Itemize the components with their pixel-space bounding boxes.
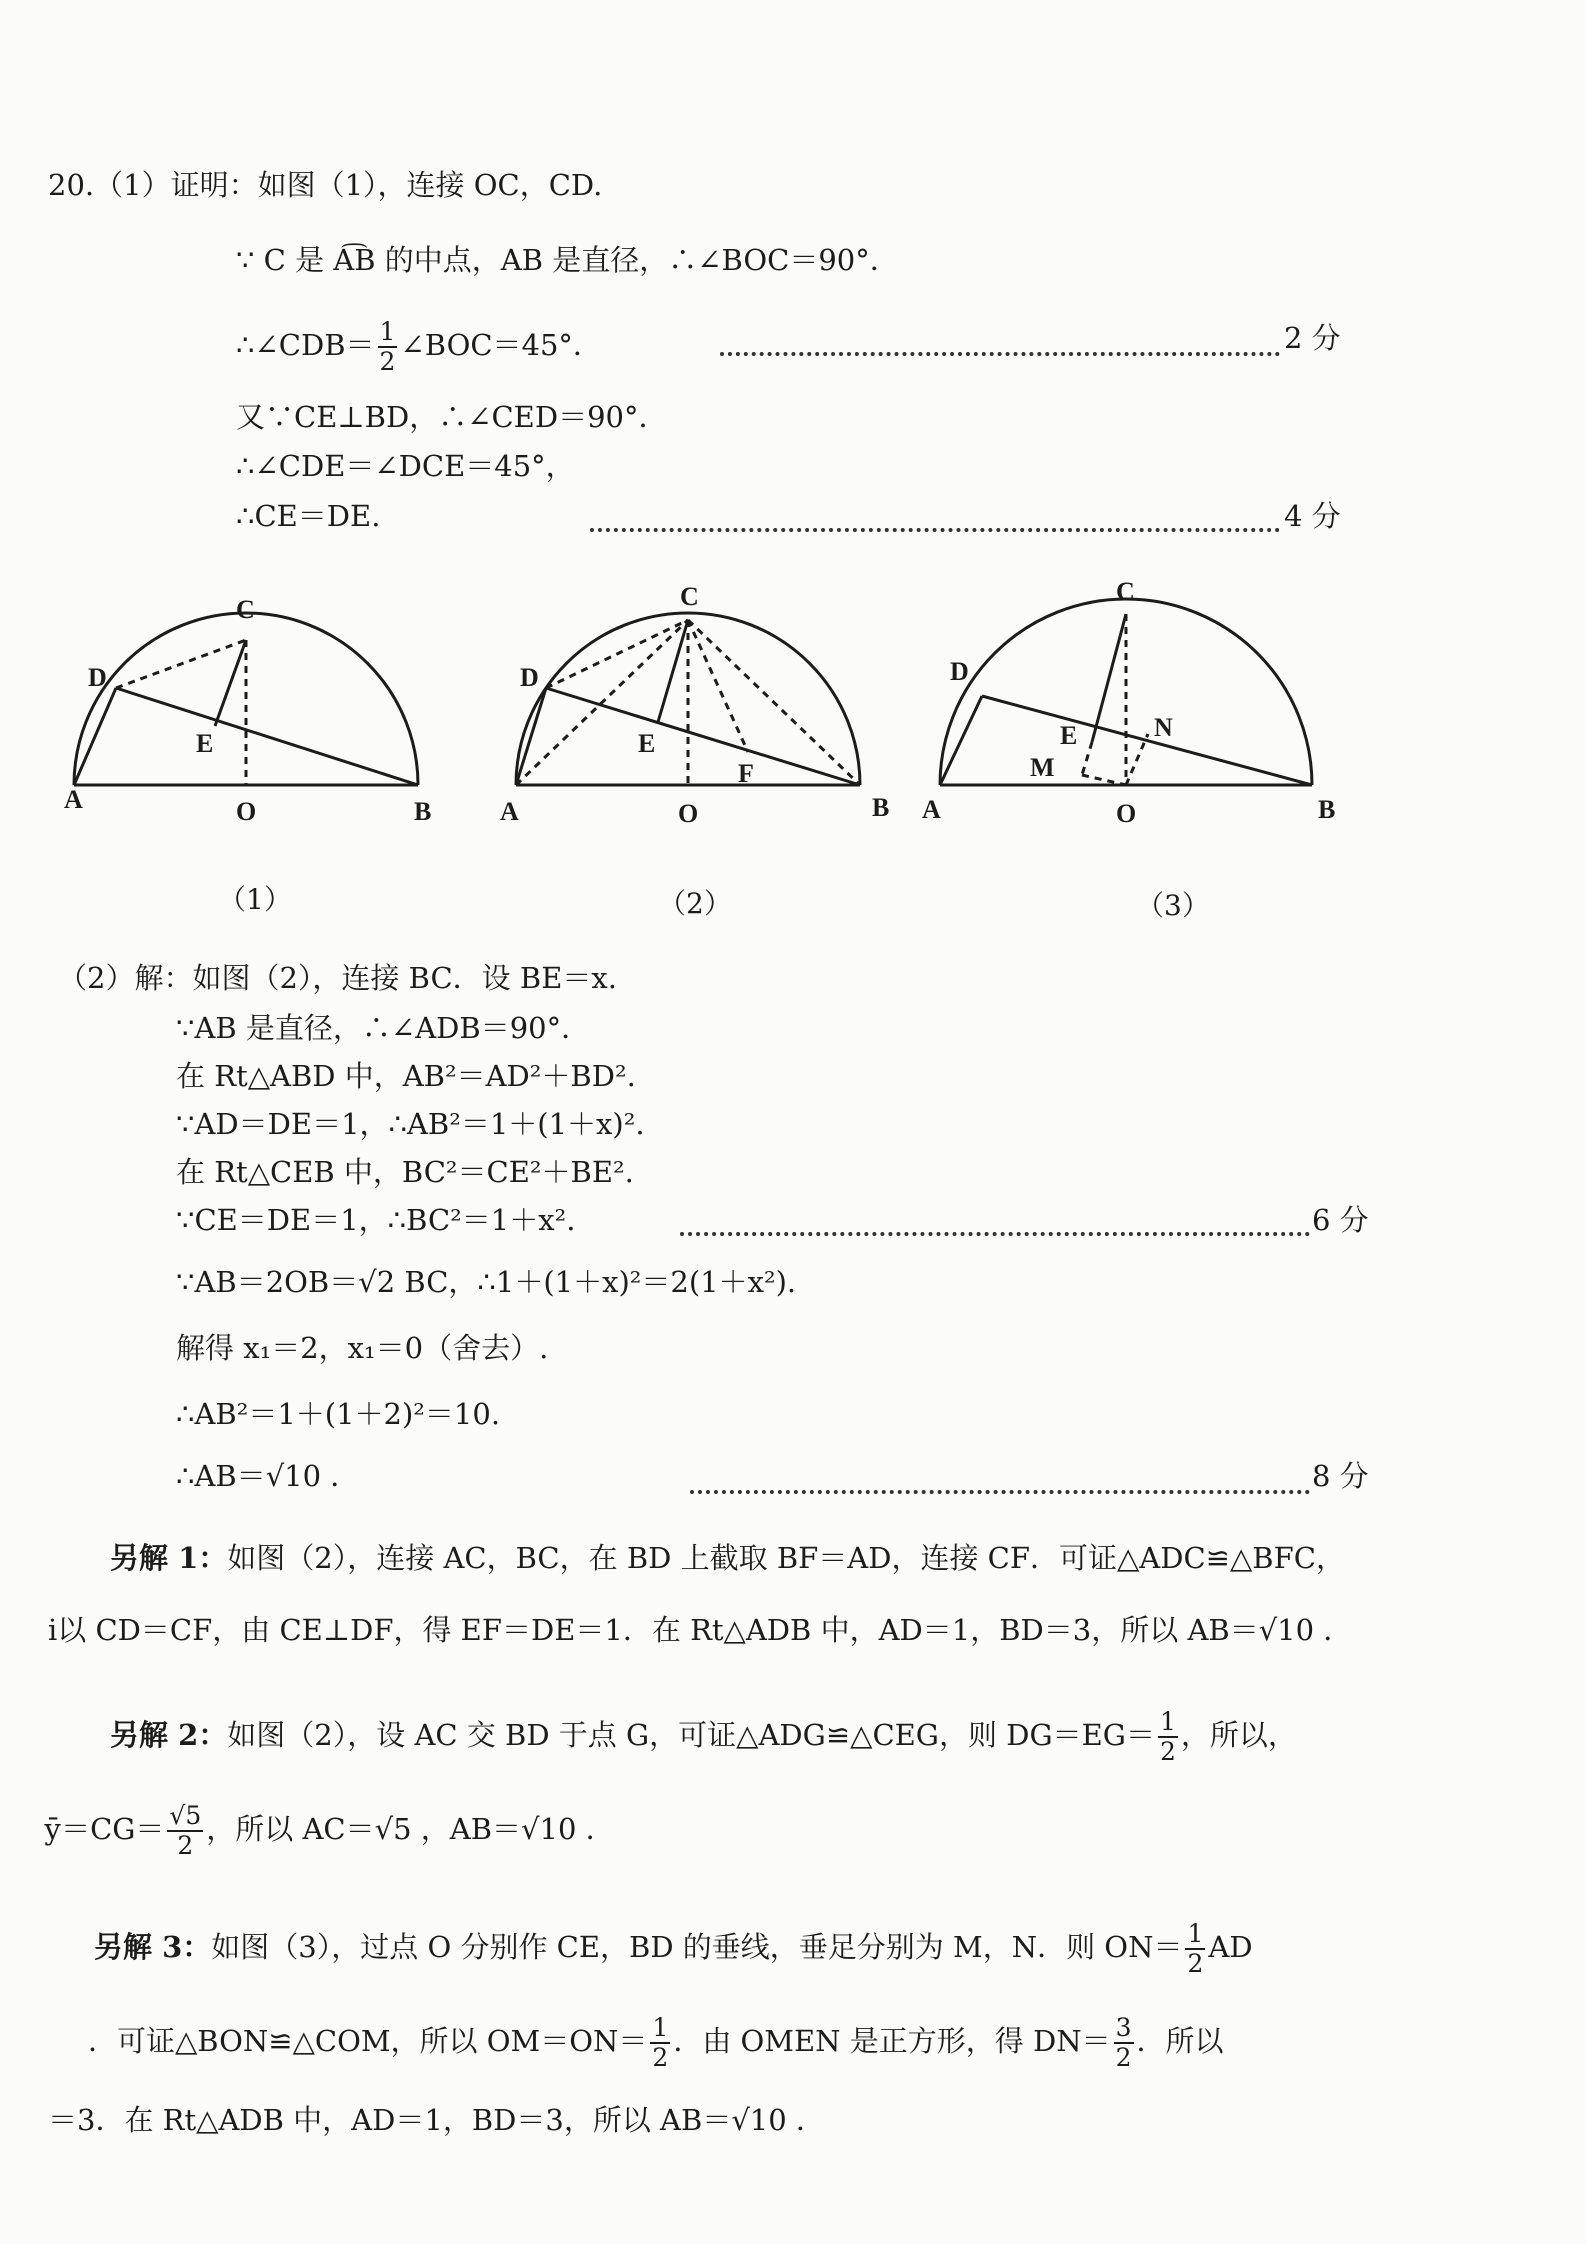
label-o: O: [1116, 799, 1137, 828]
alt-solution-1-text: 如图（2），连接 AC，BC，在 BD 上截取 BF＝AD，连接 CF．可证△ADC≌△BFC，: [227, 1541, 1345, 1575]
fraction-numerator: 1: [379, 317, 396, 346]
solution-line-1: ∵AB 是直径，∴∠ADB＝90°．: [176, 1011, 591, 1045]
alt-solution-3-line-3: ＝3．在 Rt△ADB 中，AD＝1，BD＝3，所以 AB＝√10 ．: [48, 2103, 825, 2137]
alt-solution-3-text-end: AD: [1208, 1930, 1253, 1964]
solution-line-2: 在 Rt△ABD 中，AB²＝AD²＋BD².: [176, 1059, 636, 1093]
alt-solution-2-line-1: [110, 1708, 1297, 1766]
fraction-three-halves: [1114, 2014, 1134, 2072]
fraction-half: [1185, 1920, 1205, 1978]
label-e: E: [1060, 721, 1078, 750]
score-4: 4 分: [1284, 499, 1341, 533]
label-b: B: [1318, 795, 1336, 824]
alt-solution-3-text: 如图（3），过点 O 分别作 CE，BD 的垂线，垂足分别为 M，N．则 ON＝: [211, 1930, 1183, 1964]
label-a: A: [64, 785, 83, 814]
fraction-denominator: 2: [652, 2043, 669, 2072]
solution-line-7: 解得 x₁＝2，x₁＝0（舍去）.: [176, 1331, 549, 1365]
figure-2-caption: （2）: [658, 887, 732, 920]
chord-ad: [516, 688, 546, 785]
proof-line-4: ∴∠CDE＝∠DCE＝45°，: [236, 449, 575, 483]
fraction-numerator: 1: [1159, 1707, 1176, 1736]
alt-solution-3-line-2: [88, 2014, 1224, 2072]
fraction-denominator: 2: [379, 347, 396, 376]
segment-em: [1082, 742, 1092, 775]
label-c: C: [236, 595, 255, 624]
alt-solution-3-head: 另解 3：: [94, 1930, 212, 1964]
score-leader-dots: [720, 352, 1280, 356]
solution-line-5: ∵CE＝DE＝1，∴BC²＝1＋x².: [176, 1203, 576, 1237]
proof-line-3: 又∵CE⊥BD，∴∠CED＝90°．: [236, 400, 668, 434]
label-b: B: [414, 797, 432, 826]
label-d: D: [88, 663, 107, 692]
solution-line-8: ∴AB²＝1＋(1＋2)²＝10.: [176, 1397, 501, 1431]
proof-line-1: ∵ C 是 A͡B 的中点，AB 是直径，∴∠BOC＝90°．: [236, 243, 899, 277]
fraction-numerator: √5: [169, 1801, 202, 1830]
figures-svg: [0, 560, 1586, 920]
solution-heading: （2）解：如图（2），连接 BC．设 BE＝x.: [58, 961, 617, 995]
alt-solution-3-line-1: [94, 1920, 1253, 1978]
chord-bd: [546, 688, 860, 785]
figure-2: [516, 613, 860, 785]
proof-line-2-post: ∠BOC＝45°．: [400, 328, 602, 362]
figure-3-caption: （3）: [1136, 889, 1210, 922]
alt-solution-3-line-2-post: ．所以: [1136, 2024, 1224, 2058]
solution-line-3: ∵AD＝DE＝1，∴AB²＝1＋(1＋x)².: [176, 1107, 645, 1141]
segment-on: [1126, 734, 1148, 785]
solution-line-9: ∴AB＝√10 ．: [176, 1459, 360, 1493]
solution-line-4: 在 Rt△CEB 中，BC²＝CE²＋BE².: [176, 1155, 634, 1189]
alt-solution-2-line-2: [44, 1802, 615, 1860]
score-leader-dots: [690, 1490, 1310, 1494]
fraction-numerator: 1: [1187, 1919, 1204, 1948]
solution-line-6: ∵AB＝2OB＝√2 BC，∴1＋(1＋x)²＝2(1＋x²).: [176, 1265, 797, 1299]
fraction-numerator: 1: [652, 2013, 669, 2042]
label-f: F: [738, 759, 754, 788]
label-e: E: [196, 729, 214, 758]
alt-solution-1-line-1: [110, 1538, 1345, 1578]
segment-cd: [546, 620, 688, 688]
label-o: O: [678, 799, 699, 828]
label-o: O: [236, 797, 257, 826]
label-m: M: [1030, 753, 1055, 782]
segment-ce: [215, 640, 246, 726]
label-a: A: [500, 797, 519, 826]
score-leader-dots: [590, 528, 1280, 532]
fraction-root5-over-2: [167, 1802, 203, 1860]
score-2: 2 分: [1284, 321, 1341, 355]
alt-solution-2-text: 如图（2），设 AC 交 BD 于点 G，可证△ADG≌△CEG，则 DG＝EG＝: [227, 1718, 1155, 1752]
segment-bc: [688, 620, 860, 785]
chord-bd: [116, 688, 418, 785]
score-6: 6 分: [1312, 1203, 1369, 1237]
label-d: D: [950, 657, 969, 686]
fraction-denominator: 2: [177, 1831, 194, 1860]
label-d: D: [520, 663, 539, 692]
fraction-half: [378, 318, 398, 376]
label-c: C: [680, 582, 699, 611]
label-c: C: [1116, 577, 1135, 606]
fraction-half: [1158, 1708, 1178, 1766]
alt-solution-1-line-2: i以 CD＝CF，由 CE⊥DF，得 EF＝DE＝1．在 Rt△ADB 中，AD＝1，BD＝3，所以 AB＝√10 ．: [48, 1613, 1353, 1647]
alt-solution-2-line-2-post: ，所以 AC＝√5 ，AB＝√10 ．: [206, 1812, 615, 1846]
figure-1: [74, 613, 418, 785]
label-e: E: [638, 729, 656, 758]
figure-1-caption: （1）: [218, 883, 292, 916]
fraction-denominator: 2: [1187, 1949, 1204, 1978]
problem-heading: 20.（1）证明：如图（1），连接 OC，CD.: [48, 168, 603, 202]
alt-solution-2-head: 另解 2：: [110, 1718, 228, 1752]
figure-3: [940, 599, 1312, 785]
alt-solution-3-line-2-mid: ．由 OMEN 是正方形，得 DN＝: [673, 2024, 1111, 2058]
segment-ce: [1092, 614, 1126, 742]
proof-line-2-pre: ∴∠CDB＝: [236, 328, 375, 362]
fraction-half: [650, 2014, 670, 2072]
proof-line-5: ∴CE＝DE.: [236, 499, 381, 533]
segment-cd: [116, 640, 246, 688]
segment-ce: [658, 620, 688, 722]
label-n: N: [1154, 713, 1173, 742]
score-8: 8 分: [1312, 1459, 1369, 1493]
alt-solution-1-head: 另解 1：: [110, 1541, 228, 1575]
alt-solution-2-line-2-pre: ӯ＝CG＝: [44, 1812, 165, 1846]
fraction-denominator: 2: [1159, 1737, 1176, 1766]
segment-cf: [688, 620, 748, 752]
fraction-numerator: 3: [1115, 2013, 1132, 2042]
proof-line-2: [236, 318, 602, 376]
score-leader-dots: [680, 1232, 1310, 1236]
label-a: A: [922, 795, 941, 824]
fraction-denominator: 2: [1115, 2043, 1132, 2072]
label-b: B: [872, 793, 890, 822]
alt-solution-3-line-2-pre: ．可证△BON≌△COM，所以 OM＝ON＝: [88, 2024, 648, 2058]
alt-solution-2-text-end: ，所以，: [1180, 1718, 1297, 1752]
